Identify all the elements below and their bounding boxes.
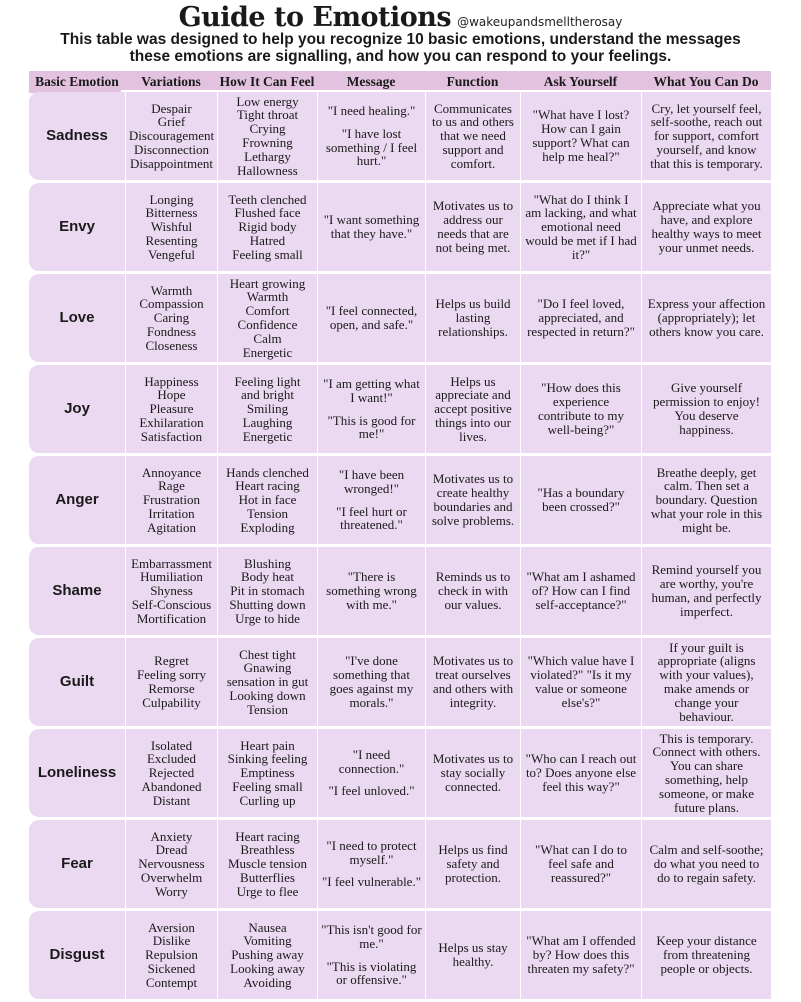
cell-line: Emptiness [240,765,295,781]
message-cell [317,365,425,453]
message-text: "I am getting what I want!" [323,375,420,405]
cell-line: Chest tight [239,646,296,662]
cell-line: Butterflies [240,869,295,885]
ask-yourself-cell [520,547,641,635]
cell-lines [142,739,202,808]
cell-line: Aversion [148,919,195,935]
cell-paragraphs [320,104,423,168]
cell-line: Hope [157,387,186,403]
table-row [29,274,771,362]
cell-line: Muscle tension [227,856,308,872]
cell-lines [139,375,203,444]
cell-line: Repulsion [145,947,198,963]
cell-lines [228,739,308,808]
cell-line: Heart racing [235,828,300,844]
what-you-can-do-cell-text: Remind yourself you are worthy, you're human, and perfectly imperfect. [651,562,762,619]
cell-line: Laughing [242,414,293,430]
message-text: "This is violating or offensive." [326,958,417,988]
function-cell [425,183,520,271]
message-text: "This is good for me!" [327,412,416,442]
ask-yourself-cell [520,274,641,362]
cell-line: Remorse [148,681,195,696]
function-cell [425,911,520,999]
cell-line: Breathless [240,842,295,858]
cell-lines [131,557,212,626]
header-basic-emotion: Basic Emotion [35,74,119,89]
what-you-can-do-cell-text: Give yourself permission to enjoy! You deserve happiness. [653,380,760,437]
ask-yourself-cell-text: "What am I offended by? How does this threaten my safety?" [526,933,636,976]
cell-line: Flushed face [234,205,301,221]
variations-cell [125,911,217,999]
author-handle: @wakeupandsmelltherosay [457,15,623,29]
ask-yourself-cell-text: "How does this experience contribute to my well-being?" [538,380,624,437]
what-you-can-do-cell [641,274,771,362]
cell-line: Embarrassment [131,555,212,571]
cell-line: Nervousness [138,856,205,872]
feel-cell [217,820,317,908]
cell-line: Dislike [152,933,191,949]
variations-cell [125,729,217,817]
cell-line: Smiling [246,401,289,417]
header-ask-yourself: Ask Yourself [543,74,618,89]
cell-line: Sinking feeling [227,751,308,767]
function-cell-text: Helps us build lasting relationships. [435,296,511,339]
feel-cell [217,365,317,453]
message-text: "I feel vulnerable." [321,874,422,890]
what-you-can-do-cell-text: If your guilt is appropriate (aligns with your values), make amends or change your behaviour. [657,639,756,724]
cell-line: Rejected [148,765,195,781]
emotion-name: Joy [64,400,90,418]
cell-line: Discouragement [128,128,215,144]
cell-line: Exhilaration [139,414,204,430]
cell-line: Sickened [147,960,196,976]
what-you-can-do-cell [641,92,771,180]
cell-line: Rigid body [238,219,297,235]
table-row [29,729,771,817]
function-cell [425,729,520,817]
message-text: "I have been wronged!" [338,466,405,496]
function-cell-text: Motivates us to treat ourselves and others with integrity. [432,653,514,710]
cell-line: Pushing away [231,947,304,963]
cell-lines [230,921,305,990]
function-cell-text: Helps us stay healthy. [438,940,508,969]
header-variations: Variations [141,74,201,89]
cell-line: Urge to flee [236,883,299,899]
message-text: "I need healing." [327,102,416,118]
feel-cell [217,547,317,635]
cell-lines [226,466,309,535]
cell-line: Teeth clenched [228,191,307,207]
ask-yourself-cell-text: "What am I ashamed of? How can I find self-acceptance?" [526,569,636,612]
function-cell-text: Reminds us to check in with our values. [435,569,511,612]
table-row [29,820,771,908]
cell-line: Distant [152,792,191,808]
what-you-can-do-cell [641,183,771,271]
cell-lines [146,193,198,262]
cell-line: Energetic [242,344,293,360]
cell-paragraphs [320,748,423,798]
emotion-name: Loneliness [37,764,117,782]
message-text: "I feel unloved." [328,783,415,799]
cell-line: Tight throat [236,107,299,123]
ask-yourself-cell-text: "Has a boundary been crossed?" [537,485,625,514]
header [0,0,801,68]
message-cell [317,92,425,180]
ask-yourself-cell-text: "Which value have I violated?" "Is it my value or someone else's?" [527,653,635,710]
cell-line: Lethargy [244,148,291,164]
cell-line: Caring [153,310,190,326]
cell-line: Shutting down [229,596,306,612]
cell-line: Feeling small [232,246,303,262]
cell-line: Vengeful [148,246,195,262]
cell-line: Despair [151,100,192,116]
cell-line: Heart growing [229,275,306,291]
cell-line: Annoyance [141,464,202,480]
cell-line: Crying [249,121,286,137]
cell-line: Fondness [146,323,197,339]
cell-lines [138,830,204,899]
cell-line: Self-Conscious [131,596,212,612]
emotion-name: Sadness [46,127,108,145]
cell-line: Warmth [246,289,289,305]
cell-line: Exploding [240,519,295,535]
cell-lines [228,193,306,262]
what-you-can-do-cell-text: Breathe deeply, get calm. Then set a boundary. Question what your role in this might be. [650,464,763,535]
what-you-can-do-cell [641,638,771,726]
cell-line: Overwhelm [140,869,203,885]
cell-line: Isolated [150,737,193,753]
header-how-it-can-feel: How It Can Feel [219,74,315,89]
cell-line: Pit in stomach [230,583,305,599]
cell-line: Avoiding [243,974,292,990]
function-cell-text: Communicates to us and others that we need support and comfort. [432,100,514,171]
cell-line: Closeness [145,337,198,353]
cell-line: Grief [157,114,186,130]
cell-lines [137,654,206,709]
emotion-name: Fear [61,855,93,873]
ask-yourself-cell [520,456,641,544]
cell-paragraphs [320,923,423,987]
cell-lines [234,375,300,444]
what-you-can-do-cell [641,820,771,908]
ask-yourself-cell [520,638,641,726]
cell-line: Body heat [240,569,295,585]
function-cell [425,92,520,180]
cell-line: Worry [155,883,188,899]
function-cell-text: Helps us find safety and protection. [438,842,508,885]
cell-line: Disappointment [129,155,214,171]
variations-cell [125,456,217,544]
ask-yourself-cell [520,820,641,908]
cell-line: Looking down [229,687,306,703]
cell-line: Heart racing [235,478,300,494]
message-cell [317,183,425,271]
message-text: "This isn't good for me." [321,921,422,951]
table-row [29,547,771,635]
table-row [29,638,771,726]
cell-lines [142,466,201,535]
cell-line: Disconnection [133,141,210,157]
message-text: "I've done something that goes against my morals." [329,653,414,710]
cell-lines [229,557,305,626]
cell-line: Satisfaction [140,428,203,444]
cell-line: Nausea [248,919,287,935]
what-you-can-do-cell [641,456,771,544]
emotion-name: Guilt [59,673,95,691]
what-you-can-do-cell-text: Calm and self-soothe; do what you need to do to regain safety. [649,842,764,885]
cell-lines [228,830,307,899]
variations-cell [125,638,217,726]
table-row [29,911,771,999]
cell-paragraphs [320,468,423,532]
ask-yourself-cell-text: "What can I do to feel safe and reassured?" [535,842,627,885]
cell-lines [230,277,305,360]
cell-line: Frowning [242,135,293,150]
cell-line: Gnawing [243,660,292,676]
function-cell [425,274,520,362]
cell-line: Hallowness [237,162,298,178]
cell-line: Mortification [136,610,207,626]
what-you-can-do-cell-text: Keep your distance from threatening people or objects. [656,933,757,976]
cell-paragraphs [320,654,423,709]
ask-yourself-cell [520,729,641,817]
cell-line: Vomiting [243,933,292,949]
message-text: "I feel connected, open, and safe." [325,303,418,332]
cell-paragraphs [320,839,423,889]
ask-yourself-cell [520,365,641,453]
function-cell-text: Motivates us to address our needs that are not being met. [432,198,514,255]
function-cell [425,820,520,908]
function-cell-text: Motivates us to stay socially connected. [432,751,514,794]
cell-line: Looking away [230,960,305,976]
cell-lines [139,284,203,353]
what-you-can-do-cell-text: Appreciate what you have, and explore healthy ways to meet your unmet needs. [651,198,762,255]
cell-line: sensation in gut [226,674,309,690]
message-cell [317,820,425,908]
cell-line: Compassion [139,296,204,312]
message-text: "I want something that they have." [323,212,420,241]
message-text: "I feel hurt or threatened." [336,503,407,533]
function-cell-text: Helps us appreciate and accept positive things into our lives. [434,373,512,444]
emotion-name: Shame [52,582,102,600]
page-title: Guide to Emotions [178,2,452,33]
cell-line: Confidence [237,317,298,332]
header-message: Message [346,74,396,89]
cell-paragraphs [320,377,423,441]
cell-paragraphs [320,213,423,241]
cell-line: Dread [155,842,188,858]
table-row [29,92,771,180]
what-you-can-do-cell [641,911,771,999]
variations-cell [125,92,217,180]
variations-cell [125,547,217,635]
cell-line: Hot in face [238,492,297,508]
what-you-can-do-cell [641,547,771,635]
feel-cell [217,456,317,544]
title-line [0,2,801,33]
cell-line: Energetic [242,428,293,444]
cell-line: Anxiety [150,828,193,844]
cell-line: Excluded [146,751,197,767]
cell-line: Abandoned [141,778,202,794]
function-cell [425,638,520,726]
cell-line: Pleasure [149,401,194,417]
cell-paragraphs [320,570,423,611]
cell-lines [129,102,214,171]
message-cell [317,729,425,817]
emotion-name: Love [59,309,95,327]
variations-cell [125,820,217,908]
page-subtitle: This table was designed to help you recognize 10 basic emotions, understand the messages these emotions are signalling, and how you can respond to your feelings. [60,31,741,65]
cell-line: Hands clenched [226,464,309,480]
message-text: "I need connection." [338,746,405,776]
message-cell [317,547,425,635]
cell-line: Feeling small [232,778,303,794]
emotion-table [29,92,771,1002]
feel-cell [217,911,317,999]
cell-line: Resenting [145,232,198,248]
cell-line: Curling up [239,792,296,808]
message-cell [317,638,425,726]
cell-line: Hatred [249,232,286,248]
feel-cell [217,92,317,180]
feel-cell [217,638,317,726]
header-function: Function [446,74,499,89]
message-cell [317,274,425,362]
what-you-can-do-cell-text: Cry, let yourself feel, self-soothe, reach out for support, comfort yourself, and know that this is temporary. [650,100,763,171]
cell-line: Comfort [245,303,290,319]
what-you-can-do-cell-text: Express your affection (appropriately); let others know you care. [647,296,766,339]
feel-cell [217,274,317,362]
cell-line: Culpability [142,694,201,710]
cell-lines [236,95,298,178]
message-text: "There is something wrong with me." [326,569,417,612]
cell-line: Wishful [150,219,193,235]
cell-line: Humiliation [140,569,203,585]
variations-cell [125,274,217,362]
cell-line: Shyness [150,583,193,599]
cell-line: Low energy [236,93,299,109]
cell-line: Heart pain [240,737,295,753]
feel-cell [217,183,317,271]
cell-line: Frustration [142,492,201,508]
ask-yourself-cell [520,911,641,999]
cell-lines [227,648,309,717]
cell-line: Agitation [146,519,197,535]
emotion-name: Envy [59,218,95,236]
cell-line: Rage [158,478,185,494]
ask-yourself-cell [520,183,641,271]
variations-cell [125,183,217,271]
what-you-can-do-cell [641,729,771,817]
cell-line: Urge to hide [235,610,300,626]
what-you-can-do-cell-text: This is temporary. Connect with others. You can share something, help someone, or make future plans. [652,730,761,815]
table-row [29,456,771,544]
table-row [29,183,771,271]
cell-line: Irritation [148,505,195,521]
ask-yourself-cell-text: "Do I feel loved, appreciated, and respected in return?" [527,296,635,339]
cell-line: Longing [149,191,194,207]
cell-line: Blushing [244,555,291,571]
message-text: "I need to protect myself." [326,837,417,867]
header-what-you-can-do: What You Can Do [653,74,759,89]
variations-cell [125,365,217,453]
cell-line: and bright [240,387,295,403]
emotion-name: Anger [55,491,99,509]
cell-line: Contempt [145,974,198,990]
cell-line: Tension [247,505,288,521]
cell-lines [145,921,198,990]
function-cell [425,365,520,453]
table-row [29,365,771,453]
function-cell [425,456,520,544]
cell-paragraphs [320,304,423,332]
cell-line: Happiness [144,373,199,389]
cell-line: Feeling sorry [137,667,206,683]
cell-line: Bitterness [145,205,198,221]
message-text: "I have lost something / I feel hurt." [325,125,418,169]
ask-yourself-cell-text: "What have I lost? How can I gain support? What can help me heal?" [532,107,630,164]
feel-cell [217,729,317,817]
message-cell [317,911,425,999]
message-cell [317,456,425,544]
what-you-can-do-cell [641,365,771,453]
function-cell-text: Motivates us to create healthy boundaries and solve problems. [431,471,515,528]
function-cell [425,547,520,635]
emotion-name: Disgust [49,946,105,964]
cell-line: Warmth [150,282,193,298]
cell-line: Calm [253,330,282,346]
cell-line: Regret [154,653,189,669]
ask-yourself-cell-text: "What do I think I am lacking, and what emotional need would be met if I had it?" [525,191,637,262]
cell-line: Tension [247,701,288,717]
ask-yourself-cell [520,92,641,180]
ask-yourself-cell-text: "Who can I reach out to? Does anyone else feel this way?" [525,751,637,794]
cell-line: Feeling light [234,373,301,389]
